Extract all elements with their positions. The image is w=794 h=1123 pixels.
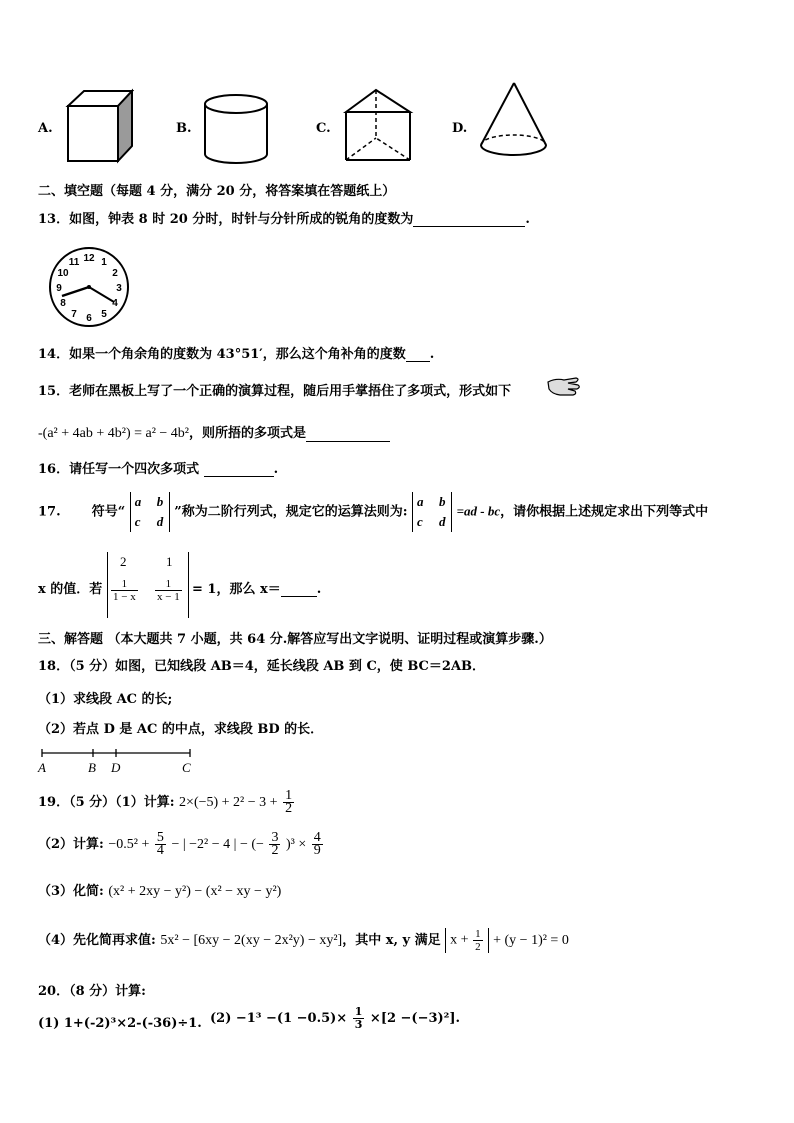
q19-s4-frac-den: 2: [475, 941, 481, 953]
answer-blank-14[interactable]: [406, 347, 430, 362]
q19-s4-mid: ，其中 x, y 满足: [342, 933, 441, 948]
matrix-symbol: [130, 492, 170, 532]
matrix-b: b: [156, 494, 164, 509]
point-c: C: [182, 760, 191, 775]
det-r1c1: 2: [120, 554, 127, 569]
q19-s1-frac-num: 1: [285, 788, 293, 803]
point-d: D: [111, 760, 121, 775]
clock-numeral: 5: [101, 308, 107, 320]
q19-s2-frac3: [312, 832, 323, 857]
question-19-part1: [38, 790, 295, 815]
q19-s4-tail: + (y − 1)² = 0: [493, 933, 569, 948]
triangular-prism-figure: [340, 86, 416, 166]
question-18-sub2: （2）若点 D 是 AC 的中点，求线段 BD 的长．: [38, 722, 324, 737]
q19-s4-expr: 5x² − [6xy − 2(xy − 2x²y) − xy²]: [160, 933, 343, 948]
question-17-rule: =ad - bc: [456, 503, 501, 519]
matrix-a: a: [134, 494, 142, 509]
det-r2c2: [155, 578, 182, 603]
answer-blank-16[interactable]: [204, 462, 274, 477]
rule-b: b: [439, 494, 446, 509]
q19-s4-abs-a: x +: [450, 932, 469, 948]
question-15-formula: -(a² + 4ab + 4b²) = a² − 4b²: [38, 426, 189, 441]
matrix-rule: [412, 492, 452, 532]
clock-numeral: 3: [116, 283, 122, 294]
rule-d: d: [439, 514, 446, 529]
question-20: 20．（8 分）计算:: [38, 984, 146, 999]
section-fill-in-header: 二、填空题（每题 4 分，满分 20 分，将答案填在答题纸上）: [38, 184, 396, 199]
det-r2c2-num: 1: [155, 578, 182, 591]
q20-p2-frac-den: 3: [354, 1018, 363, 1031]
q19-s1-label: 19．（5 分）（1）计算:: [38, 795, 175, 810]
q19-s1-expr: 2×(−5) + 2² − 3 +: [179, 795, 278, 810]
q19-s2-frac1-den: 4: [156, 843, 164, 858]
clock-numeral: 8: [60, 298, 66, 309]
question-17-p2: ”称为二阶行列式，规定它的运算法则为:: [174, 504, 408, 520]
q20-p2-frac-num: 1: [354, 1005, 363, 1018]
q19-s2-expr-b: − | −2² − 4 | − (−: [171, 837, 264, 852]
segment-figure: [36, 746, 206, 776]
cone-figure: [476, 80, 552, 166]
clock-numeral: 10: [57, 268, 69, 279]
clock-figure: [46, 244, 132, 330]
q20-p2-frac: [353, 1006, 365, 1031]
clock-numeral: 4: [112, 298, 118, 309]
question-13-end: .: [525, 212, 530, 227]
question-17-line2-b: [192, 578, 321, 597]
q19-s2-frac2-den: 2: [271, 843, 279, 858]
question-16: [38, 458, 278, 477]
matrix-d: d: [156, 514, 164, 529]
matrix-c: c: [134, 514, 141, 529]
answer-blank-17[interactable]: [281, 582, 317, 597]
q19-s2-frac1: [155, 832, 166, 857]
q19-s4-label: （4）先化简再求值:: [38, 933, 156, 948]
question-15-line2: [38, 422, 390, 442]
q19-s3-label: （3）化简:: [38, 884, 104, 899]
q19-s4-abs: [445, 928, 488, 953]
determinant-equation: [107, 552, 189, 618]
q19-s2-frac1-num: 5: [156, 830, 164, 845]
det-r2c1: [111, 578, 138, 603]
question-15-tail: ，则所捂的多项式是: [189, 426, 307, 441]
question-14: [38, 343, 434, 362]
rule-c: c: [417, 514, 423, 529]
q19-s2-frac2-num: 3: [271, 830, 279, 845]
q19-s2-label: （2）计算:: [38, 837, 104, 852]
option-a-label: A.: [38, 121, 53, 136]
q19-s2-frac3-num: 4: [313, 830, 321, 845]
q19-s1-frac-den: 2: [285, 801, 293, 816]
clock-numeral: 1: [101, 257, 107, 269]
clock-numeral: 9: [56, 283, 62, 294]
question-17-line2: [38, 578, 102, 597]
clock-numeral: 11: [68, 257, 80, 269]
det-r2c1-den: 1 − x: [113, 591, 136, 603]
question-19-part4: [38, 928, 569, 953]
q19-s4-frac-num: 1: [475, 928, 481, 940]
question-15: [38, 380, 511, 399]
question-20-part1: (1) 1+(-2)³×2-(-36)÷1.: [38, 1016, 202, 1031]
question-17-line2-a: x 的值．若: [38, 582, 103, 597]
det-r2c1-num: 1: [111, 578, 138, 591]
question-16-end: .: [273, 462, 279, 477]
question-18: 18．（5 分）如图，已知线段 AB＝4，延长线段 AB 到 C，使 BC＝2AB．: [38, 659, 486, 674]
question-17-line2-b-text: = 1，那么 x＝: [192, 582, 281, 597]
point-b: B: [88, 760, 96, 775]
q20-p2-a: (2) −1³ −(1 −0.5)×: [210, 1011, 348, 1026]
hand-icon: [546, 374, 582, 398]
q20-p2-b: ×[2 −(−3)²].: [369, 1011, 461, 1026]
question-19-part2: [38, 832, 324, 857]
question-19-part3: [38, 880, 281, 900]
q19-s2-expr-c: )³ ×: [285, 837, 307, 852]
question-16-text: 16．请任写一个四次多项式: [38, 462, 200, 477]
point-a: A: [38, 760, 46, 775]
q19-s2-frac3-den: 9: [313, 843, 321, 858]
section-answer-header: 三、解答题 （本大题共 7 小题，共 64 分.解答应写出文字说明、证明过程或演算步骤.）: [38, 632, 552, 647]
clock-numeral: 6: [86, 313, 92, 324]
det-r1c2: 1: [166, 554, 173, 569]
answer-blank-15[interactable]: [306, 427, 390, 442]
question-17-end: .: [316, 582, 322, 597]
question-17-p3: ，请你根据上述规定求出下列等式中: [500, 504, 709, 520]
option-c-label: C.: [316, 121, 331, 136]
option-d-label: D.: [452, 121, 468, 136]
q19-s4-frac: [473, 928, 483, 953]
question-15-text: 15．老师在黑板上写了一个正确的演算过程，随后用手掌捂住了多项式，形式如下: [38, 384, 512, 399]
question-13-text: 13．如图，钟表 8 时 20 分时，时针与分针所成的锐角的度数为: [38, 212, 414, 227]
question-20-part2: [210, 1006, 460, 1031]
question-17-number: 17.: [38, 504, 61, 520]
question-17-p1: 符号“: [91, 504, 126, 520]
question-14-end: .: [429, 347, 435, 362]
rule-a: a: [417, 494, 424, 509]
option-b-label: B.: [176, 121, 192, 136]
answer-blank-13[interactable]: [413, 212, 525, 227]
q19-s2-expr-a: −0.5² +: [108, 837, 150, 852]
question-18-sub1: （1）求线段 AC 的长;: [38, 692, 173, 707]
clock-numeral: 2: [112, 268, 118, 279]
question-17: [38, 492, 708, 532]
q19-s1-frac: [283, 790, 294, 815]
clock-numeral: 7: [71, 308, 77, 320]
clock-numeral: 12: [83, 253, 95, 264]
question-13: [38, 208, 530, 227]
cylinder-figure: [200, 92, 272, 168]
det-r2c2-den: x − 1: [157, 591, 180, 603]
cube-figure: [62, 88, 134, 166]
q19-s2-frac2: [269, 832, 280, 857]
question-14-text: 14．如果一个角余角的度数为 43°51′，那么这个角补角的度数: [38, 347, 406, 362]
q19-s3-expr: (x² + 2xy − y²) − (x² − xy − y²): [108, 884, 282, 899]
